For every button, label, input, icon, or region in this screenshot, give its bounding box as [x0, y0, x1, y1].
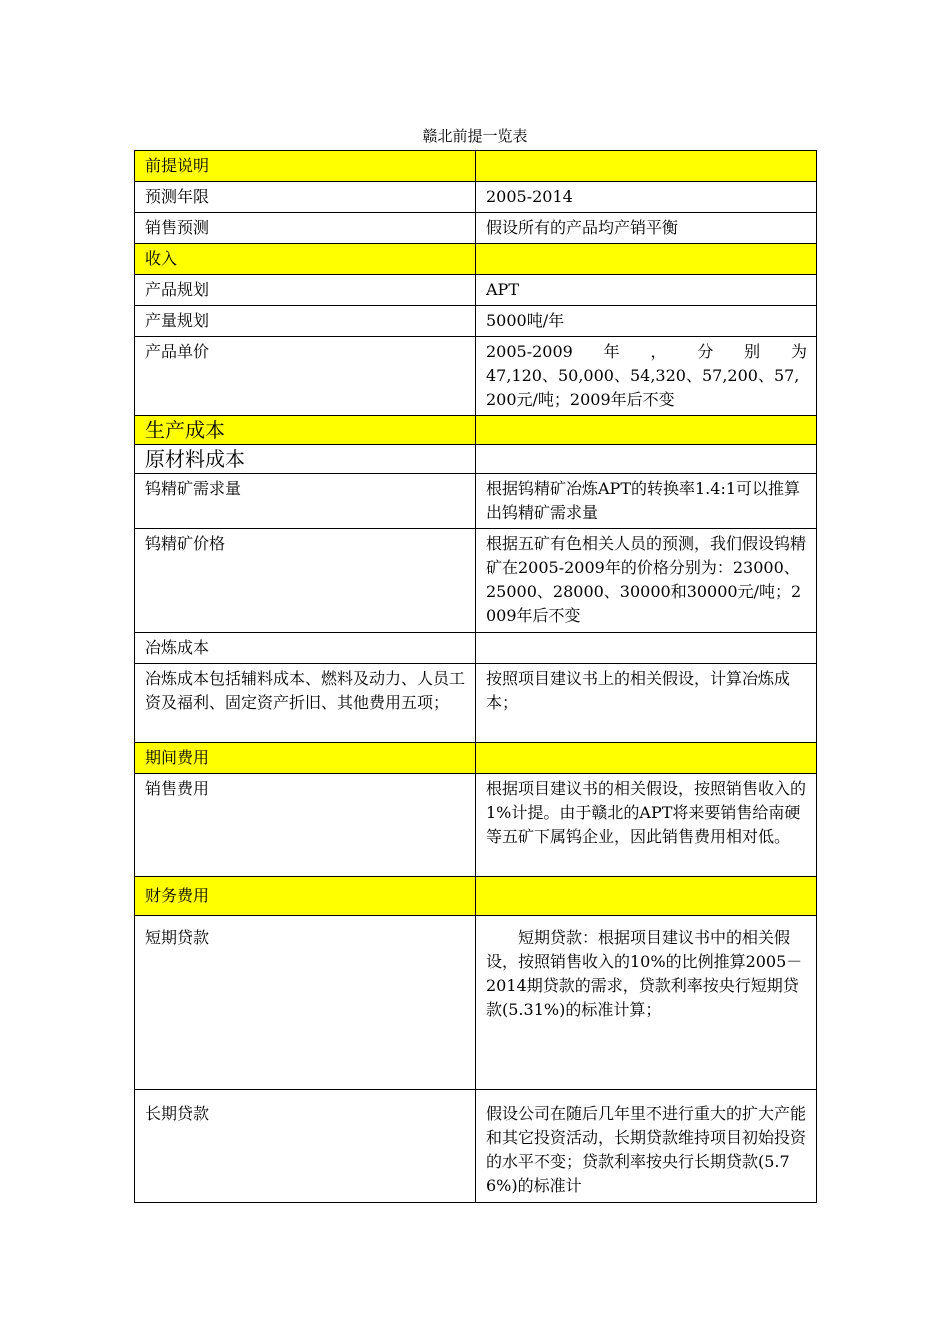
row-value — [476, 445, 817, 474]
table-row — [135, 213, 817, 244]
row-value — [476, 244, 817, 275]
text-fragment: 2005-2009 — [486, 342, 573, 361]
row-label: 长期贷款 — [135, 1090, 476, 1203]
row-value: APT — [476, 275, 817, 306]
row-label: 产量规划 — [135, 306, 476, 337]
row-value: 根据五矿有色相关人员的预测，我们假设钨精矿在2005-2009年的价格分别为：23000、25000、28000、30000和30000元/吨；2009年后不变 — [476, 529, 817, 633]
unit-price-first-line — [486, 340, 807, 364]
table-row — [135, 337, 817, 416]
premise-table — [134, 150, 817, 1203]
row-label: 原材料成本 — [135, 445, 476, 474]
row-value: 根据项目建议书的相关假设，按照销售收入的1%计提。由于赣北的APT将来要销售给南硬等五矿下属钨企业，因此销售费用相对低。 — [476, 774, 817, 877]
text-fragment: 年 — [603, 342, 620, 361]
table-row — [135, 151, 817, 182]
row-label: 产品规划 — [135, 275, 476, 306]
row-label: 钨精矿价格 — [135, 529, 476, 633]
row-value — [476, 743, 817, 774]
row-value — [476, 877, 817, 916]
row-value: 5000吨/年 — [476, 306, 817, 337]
table-row — [135, 743, 817, 774]
table-row — [135, 244, 817, 275]
row-value: 根据钨精矿冶炼APT的转换率1.4:1可以推算出钨精矿需求量 — [476, 474, 817, 529]
text-fragment: 分 — [697, 342, 714, 361]
table-row — [135, 474, 817, 529]
row-value: 假设公司在随后几年里不进行重大的扩大产能和其它投资活动，长期贷款维持项目初始投资的水平不变；贷款利率按央行长期贷款(5.76%)的标准计 — [476, 1090, 817, 1203]
row-value — [476, 633, 817, 664]
row-label: 收入 — [135, 244, 476, 275]
row-label: 财务费用 — [135, 877, 476, 916]
table-row — [135, 1090, 817, 1203]
table-row — [135, 633, 817, 664]
row-label: 销售预测 — [135, 213, 476, 244]
table-row — [135, 445, 817, 474]
row-value: 短期贷款：根据项目建议书中的相关假设，按照销售收入的10%的比例推算2005－2014期贷款的需求，贷款利率按央行短期贷款(5.31%)的标准计算； — [476, 916, 817, 1090]
text-fragment: 为 — [790, 342, 807, 361]
table-row — [135, 306, 817, 337]
row-label: 前提说明 — [135, 151, 476, 182]
row-value: 按照项目建议书上的相关假设，计算冶炼成本； — [476, 664, 817, 743]
row-label: 冶炼成本包括辅料成本、燃料及动力、人员工资及福利、固定资产折旧、其他费用五项； — [135, 664, 476, 743]
row-value — [476, 151, 817, 182]
row-label: 期间费用 — [135, 743, 476, 774]
unit-price-rest: 47,120、50,000、54,320、57,200、57,200元/吨；2009年后不变 — [486, 366, 800, 409]
table-row — [135, 275, 817, 306]
row-label: 钨精矿需求量 — [135, 474, 476, 529]
row-label: 预测年限 — [135, 182, 476, 213]
row-label: 冶炼成本 — [135, 633, 476, 664]
row-value — [476, 416, 817, 445]
table-row — [135, 529, 817, 633]
text-fragment: ， — [650, 342, 667, 361]
row-value: 2005-2014 — [476, 182, 817, 213]
table-row — [135, 916, 817, 1090]
row-value: 假设所有的产品均产销平衡 — [476, 213, 817, 244]
table-row — [135, 416, 817, 445]
table-row — [135, 664, 817, 743]
table-row — [135, 182, 817, 213]
row-label: 销售费用 — [135, 774, 476, 877]
row-label: 短期贷款 — [135, 916, 476, 1090]
row-label: 产品单价 — [135, 337, 476, 416]
row-value — [476, 337, 817, 416]
text-fragment: 别 — [744, 342, 761, 361]
page-title: 赣北前提一览表 — [422, 127, 528, 145]
table-row — [135, 877, 817, 916]
row-label: 生产成本 — [135, 416, 476, 445]
table-row — [135, 774, 817, 877]
